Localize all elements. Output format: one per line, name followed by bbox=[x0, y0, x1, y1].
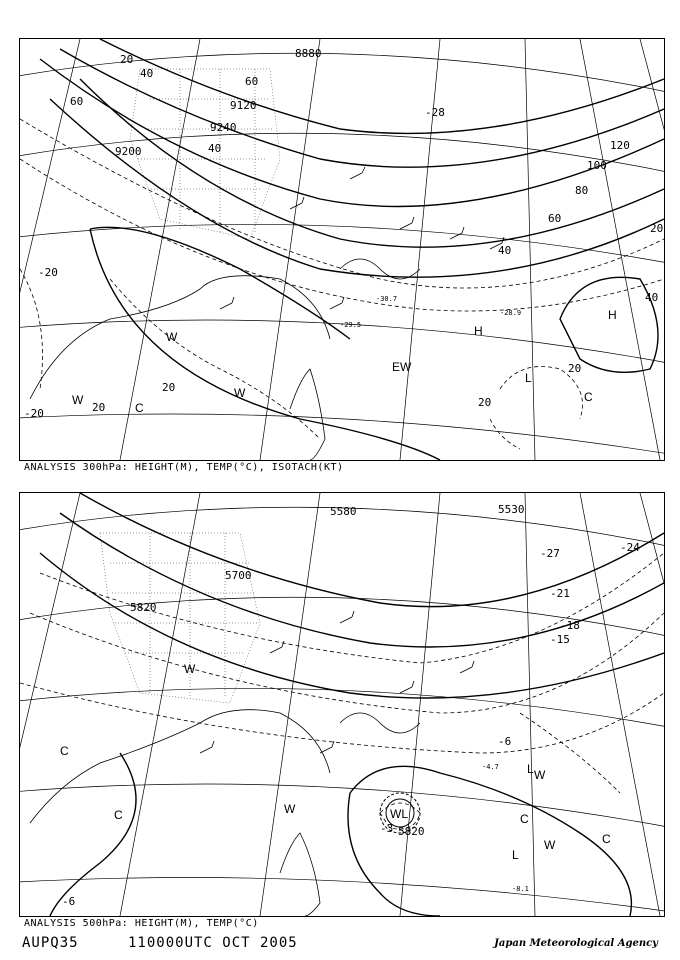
height-contours bbox=[40, 39, 664, 460]
high-pressure-center: H bbox=[608, 308, 617, 322]
isotach-label: 40 bbox=[645, 291, 659, 304]
warm-center: W bbox=[166, 330, 178, 344]
map-500hpa-svg bbox=[20, 493, 664, 916]
warm-center: W bbox=[534, 768, 546, 782]
temp-label: -6 bbox=[62, 895, 76, 908]
cold-center: C bbox=[60, 744, 69, 758]
temp-label: -20 bbox=[24, 407, 44, 420]
warm-center: W bbox=[284, 802, 296, 816]
isotach-label: 20 bbox=[650, 222, 664, 235]
low-pressure-center: L bbox=[512, 848, 519, 862]
temp-label: -3 bbox=[380, 822, 394, 835]
temp-label: -28 bbox=[425, 106, 445, 119]
isotach-label: 20 bbox=[478, 396, 492, 409]
isotach-label: 40 bbox=[140, 67, 154, 80]
temp-label: -15 bbox=[550, 633, 570, 646]
temp-label: -21 bbox=[550, 587, 570, 600]
warm-center: W bbox=[184, 662, 196, 676]
temp-label: -27 bbox=[540, 547, 560, 560]
temperature-contours bbox=[20, 119, 664, 449]
isotach-label: 80 bbox=[575, 184, 589, 197]
bulletin-code: AUPQ35 bbox=[22, 935, 79, 951]
isotach-label: 20 bbox=[120, 53, 134, 66]
cold-center: C bbox=[135, 401, 144, 415]
cold-center: C bbox=[584, 390, 593, 404]
temp-label: -8.1 bbox=[512, 885, 529, 893]
analysis-300hpa-map bbox=[19, 38, 665, 461]
height-label: 5700 bbox=[225, 569, 252, 582]
temp-label: -24 bbox=[620, 541, 640, 554]
temp-label: -30.7 bbox=[376, 295, 398, 303]
isotach-label: 40 bbox=[498, 244, 512, 257]
temp-label: -28.9 bbox=[500, 309, 522, 317]
temp-label: -18 bbox=[560, 619, 580, 632]
cold-center: C bbox=[602, 832, 611, 846]
height-label: 5530 bbox=[498, 503, 525, 516]
height-label: 9200 bbox=[115, 145, 142, 158]
ew-center: EW bbox=[392, 360, 412, 374]
warm-center: W bbox=[544, 838, 556, 852]
wl-center: WL bbox=[390, 807, 408, 821]
low-pressure-center: L bbox=[525, 371, 532, 385]
temp-label: -6 bbox=[498, 735, 512, 748]
warm-center: W bbox=[234, 386, 246, 400]
isotach-label: 60 bbox=[70, 95, 84, 108]
temp-label: -29.5 bbox=[340, 321, 362, 329]
isotach-label: 20 bbox=[92, 401, 106, 414]
analysis-500hpa-map bbox=[19, 492, 665, 917]
grid-lines bbox=[20, 493, 664, 916]
isotach-label: 120 bbox=[610, 139, 630, 152]
isotach-label: 40 bbox=[208, 142, 222, 155]
temp-label: -4.7 bbox=[482, 763, 499, 771]
height-label: 5580 bbox=[330, 505, 357, 518]
isotach-label: 60 bbox=[245, 75, 259, 88]
caption-500hpa: ANALYSIS 500hPa: HEIGHT(M), TEMP(°C) bbox=[24, 918, 259, 929]
isotach-label: 100 bbox=[587, 159, 607, 172]
temp-label: -20 bbox=[38, 266, 58, 279]
isotach-label: 20 bbox=[162, 381, 176, 394]
caption-300hpa: ANALYSIS 300hPa: HEIGHT(M), TEMP(°C), ISOTACH(KT) bbox=[24, 462, 344, 473]
height-label: 9120 bbox=[230, 99, 257, 112]
cold-center: C bbox=[114, 808, 123, 822]
height-label: 5820 bbox=[130, 601, 157, 614]
warm-center: W bbox=[72, 393, 84, 407]
dotted-terrain-mask bbox=[100, 533, 260, 703]
isotach-label: 20 bbox=[568, 362, 582, 375]
coastline bbox=[30, 259, 420, 460]
grid-lines bbox=[20, 39, 664, 460]
wind-barbs bbox=[200, 611, 474, 753]
height-label: 9240 bbox=[210, 121, 237, 134]
analysis-datetime: 110000UTC OCT 2005 bbox=[128, 935, 298, 951]
height-label: 8880 bbox=[295, 47, 322, 60]
low-pressure-center: L bbox=[527, 762, 534, 776]
height-contours bbox=[40, 493, 664, 916]
map-300hpa-svg bbox=[20, 39, 664, 460]
agency-name: Japan Meteorological Agency bbox=[494, 938, 658, 949]
coastline bbox=[30, 710, 420, 916]
isotach-label: 60 bbox=[548, 212, 562, 225]
high-pressure-center: H bbox=[474, 324, 483, 338]
dotted-terrain-mask bbox=[130, 69, 280, 239]
height-label: 5820 bbox=[398, 825, 425, 838]
cold-center: C bbox=[520, 812, 529, 826]
